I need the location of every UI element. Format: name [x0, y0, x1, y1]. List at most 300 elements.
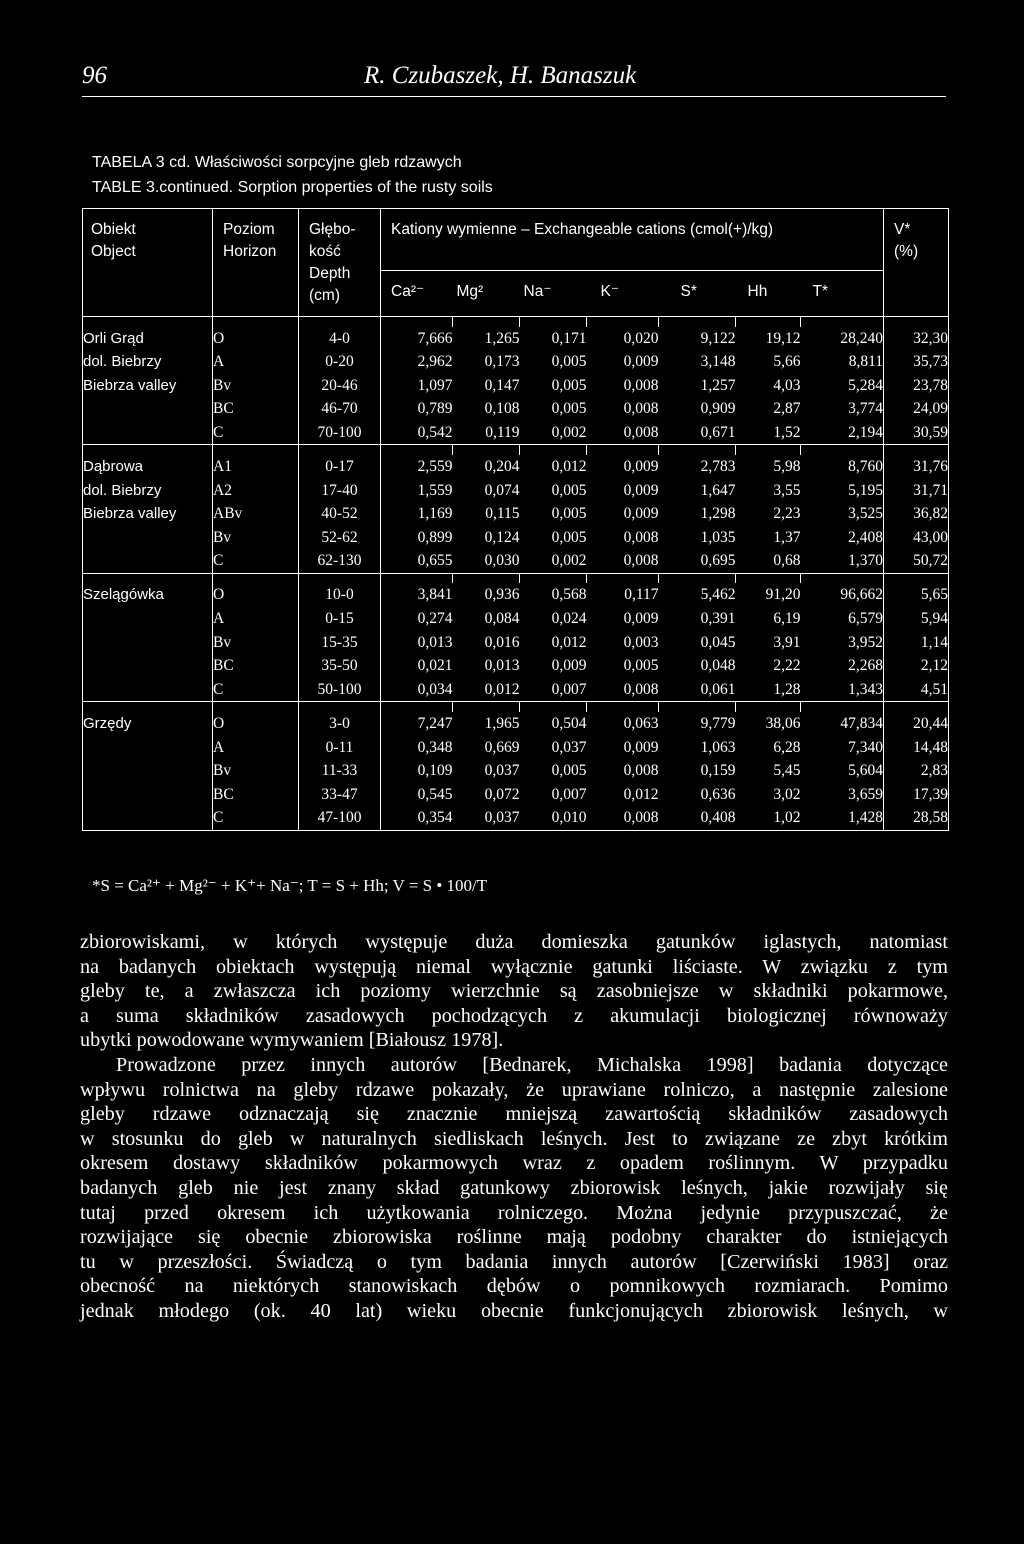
caption-polish: TABELA 3 cd. Właściwości sorpcyjne gleb rdzawych [92, 154, 462, 171]
table-row [83, 759, 949, 783]
value-cell: 0,012 [551, 633, 587, 651]
v-percent-cell: 14,48 [884, 736, 949, 760]
value-cell: 0,013 [381, 631, 453, 655]
horizon-cell: BC [213, 397, 299, 421]
object-name-cell: Biebrza valley [83, 376, 177, 394]
value-cell: 0,012 [453, 678, 520, 702]
value-cell: 0,037 [453, 806, 520, 830]
object-name-cell [83, 736, 213, 760]
value-cell: 1,02 [736, 806, 801, 830]
value-cell: 5,195 [848, 481, 883, 499]
v-percent-cell: 20,44 [884, 712, 949, 736]
value-cell: 0,568 [551, 586, 587, 604]
table-row [83, 502, 949, 526]
value-cell: 1,37 [773, 528, 801, 546]
body-line: okresem dostawy składników pokarmowych wraz z opadem roślinnym. W przypadku [80, 1152, 948, 1175]
object-name-cell [83, 783, 213, 807]
value-cell: 47,834 [840, 714, 883, 732]
value-cell: 1,063 [700, 738, 736, 756]
value-cell: 0,008 [623, 762, 659, 780]
value-cell: 1,647 [700, 481, 736, 499]
spacer-cell [520, 573, 587, 583]
table-row [83, 526, 949, 550]
object-name-cell: dol. Biebrzy [83, 481, 162, 499]
value-cell: 0,016 [484, 633, 520, 651]
table-row [83, 397, 949, 421]
value-cell: 3,774 [848, 400, 883, 418]
body-line: tutaj przed okresem ich użytkowania rolniczego. Można jedynie przypuszczać, że [80, 1201, 948, 1224]
value-cell: 5,284 [848, 376, 883, 394]
value-cell: 0,671 [659, 421, 736, 445]
value-cell: 0,063 [623, 714, 659, 732]
spacer-cell [587, 702, 659, 712]
table-caption [92, 150, 493, 200]
horizon-cell: BC [213, 654, 299, 678]
value-cell: 0,008 [587, 421, 659, 445]
horizon-cell: O [213, 712, 299, 736]
spacer-cell [381, 445, 453, 455]
table-row [83, 421, 949, 445]
value-cell: 0,009 [551, 657, 587, 675]
value-cell: 2,22 [773, 657, 801, 675]
header-exchangeable-cations: Kationy wymienne – Exchangeable cations (cmol(+)/kg) [381, 209, 884, 271]
value-cell: 0,005 [623, 657, 659, 675]
spacer-cell [299, 702, 381, 712]
value-cell: 0,108 [484, 400, 520, 418]
depth-cell: 70-100 [299, 421, 381, 445]
spacer-cell [736, 702, 801, 712]
spacer-cell [659, 573, 736, 583]
group-spacer [83, 573, 949, 583]
horizon-cell: Bv [213, 759, 299, 783]
body-line: jednak młodego (ok. 40 lat) wieku obecnie funkcjonujących zbiorowisk leśnych, w [80, 1299, 948, 1322]
spacer-cell [381, 702, 453, 712]
value-cell: 0,003 [623, 633, 659, 651]
value-cell: 1,298 [700, 505, 736, 523]
object-name-cell: dol. Biebrzy [83, 353, 162, 371]
depth-cell: 17-40 [299, 479, 381, 503]
value-cell: 5,45 [773, 762, 801, 780]
value-cell: 2,783 [700, 457, 736, 475]
table-row [83, 374, 949, 398]
spacer-cell [884, 573, 949, 583]
v-percent-cell: 31,76 [884, 455, 949, 479]
value-cell: 0,008 [623, 528, 659, 546]
header-mg: Mg² [453, 271, 520, 317]
spacer-cell [299, 317, 381, 327]
value-cell: 3,952 [848, 633, 883, 651]
value-cell: 0,542 [381, 421, 453, 445]
table-row [83, 583, 949, 607]
object-name-cell [83, 421, 213, 445]
body-line: gleby te, a zwłaszcza ich poziomy wierzchnie są zasobniejsze w składniki pokarmowe, [80, 980, 948, 1003]
v-percent-cell: 35,73 [884, 350, 949, 374]
spacer-cell [520, 445, 587, 455]
value-cell: 0,009 [623, 610, 659, 628]
value-cell: 0,007 [551, 785, 587, 803]
v-percent-cell: 50,72 [884, 549, 949, 573]
value-cell: 2,87 [773, 400, 801, 418]
value-cell: 0,084 [484, 610, 520, 628]
value-cell: 0,68 [736, 549, 801, 573]
table-row [83, 607, 949, 631]
spacer-cell [801, 702, 884, 712]
page-number: 96 [82, 62, 107, 89]
value-cell: 3,659 [848, 785, 883, 803]
object-name-cell [83, 806, 213, 830]
spacer-cell [659, 317, 736, 327]
table-row [83, 783, 949, 807]
value-cell: 0,010 [520, 806, 587, 830]
value-cell: 0,115 [485, 505, 520, 523]
body-line: na badanych obiektach występują niemal wyłącznie gatunki liściaste. W związku z tym [80, 955, 948, 978]
header-v: V* (%) [884, 209, 949, 317]
v-percent-cell: 36,82 [884, 502, 949, 526]
spacer-cell [659, 702, 736, 712]
value-cell: 0,012 [623, 785, 659, 803]
v-percent-cell: 43,00 [884, 526, 949, 550]
value-cell: 0,695 [659, 549, 736, 573]
horizon-cell: C [213, 678, 299, 702]
value-cell: 0,045 [700, 633, 736, 651]
object-name-cell: Dąbrowa [83, 457, 144, 475]
value-cell: 0,005 [551, 400, 587, 418]
value-cell: 0,119 [453, 421, 520, 445]
spacer-cell [520, 702, 587, 712]
value-cell: 2,194 [801, 421, 884, 445]
value-cell: 8,811 [848, 353, 883, 371]
depth-cell: 35-50 [299, 654, 381, 678]
spacer-cell [83, 702, 213, 712]
object-name-cell [83, 678, 213, 702]
spacer-cell [381, 317, 453, 327]
v-percent-cell: 2,83 [884, 759, 949, 783]
value-cell: 3,55 [773, 481, 801, 499]
value-cell: 5,66 [773, 353, 801, 371]
value-cell: 1,097 [381, 374, 453, 398]
value-cell: 0,002 [520, 549, 587, 573]
v-percent-cell: 28,58 [884, 806, 949, 830]
value-cell: 0,005 [551, 353, 587, 371]
value-cell: 0,024 [551, 610, 587, 628]
horizon-cell: A [213, 350, 299, 374]
body-line: zbiorowiskami, w których występuje duża domieszka gatunków iglastych, natomiast [80, 931, 948, 953]
spacer-cell [83, 445, 213, 455]
body-line: a suma składników zasadowych pochodzących z akumulacji biologicznej równoważy [80, 1004, 948, 1027]
horizon-cell: Bv [213, 631, 299, 655]
spacer-cell [381, 573, 453, 583]
value-cell: 0,008 [587, 549, 659, 573]
value-cell: 3,02 [773, 785, 801, 803]
value-cell: 4,03 [773, 376, 801, 394]
value-cell: 0,005 [551, 505, 587, 523]
value-cell: 2,268 [848, 657, 883, 675]
spacer-cell [453, 445, 520, 455]
value-cell: 0,636 [700, 785, 736, 803]
object-name-cell [83, 526, 213, 550]
value-cell: 1,370 [801, 549, 884, 573]
body-line: wpływu rolnictwa na gleby rdzawe pokazały, że uprawiane rolniczo, a następnie zalesione [80, 1078, 948, 1101]
v-percent-cell: 30,59 [884, 421, 949, 445]
horizon-cell: A2 [213, 479, 299, 503]
v-percent-cell: 2,12 [884, 654, 949, 678]
spacer-cell [213, 317, 299, 327]
depth-cell: 47-100 [299, 806, 381, 830]
value-cell: 0,274 [381, 607, 453, 631]
value-cell: 0,936 [484, 586, 520, 604]
table-row [83, 455, 949, 479]
horizon-cell: O [213, 583, 299, 607]
depth-cell: 11-33 [299, 759, 381, 783]
value-cell: 1,965 [484, 714, 520, 732]
depth-cell: 15-35 [299, 631, 381, 655]
value-cell: 6,19 [773, 610, 801, 628]
value-cell: 3,148 [700, 353, 736, 371]
header-s: S* [659, 271, 736, 317]
v-percent-cell: 5,94 [884, 607, 949, 631]
spacer-cell [659, 445, 736, 455]
header-k: K⁻ [587, 271, 659, 317]
value-cell: 0,002 [520, 421, 587, 445]
table-row [83, 631, 949, 655]
value-cell: 0,048 [700, 657, 736, 675]
group-spacer [83, 317, 949, 327]
header-object: Obiekt Object [83, 209, 213, 317]
horizon-cell: C [213, 421, 299, 445]
v-percent-cell: 31,71 [884, 479, 949, 503]
value-cell: 0,034 [381, 678, 453, 702]
horizon-cell: C [213, 549, 299, 573]
table-row [83, 327, 949, 351]
value-cell: 0,171 [551, 329, 587, 347]
depth-cell: 0-20 [299, 350, 381, 374]
table-row [83, 736, 949, 760]
group-spacer [83, 702, 949, 712]
table-row [83, 479, 949, 503]
value-cell: 0,655 [381, 549, 453, 573]
value-cell: 0,074 [484, 481, 520, 499]
table-row [83, 806, 949, 830]
depth-cell: 20-46 [299, 374, 381, 398]
value-cell: 38,06 [765, 714, 801, 732]
value-cell: 1,035 [700, 528, 736, 546]
spacer-cell [884, 702, 949, 712]
horizon-cell: BC [213, 783, 299, 807]
value-cell: 0,204 [484, 457, 520, 475]
caption-english: TABLE 3.continued. Sorption properties of the rusty soils [92, 179, 493, 196]
value-cell: 0,005 [551, 528, 587, 546]
value-cell: 3,841 [381, 583, 453, 607]
spacer-cell [587, 317, 659, 327]
body-line: badanych gleb nie jest znany skład gatunkowy zbiorowisk leśnych, jakie rozwijały się [80, 1176, 948, 1199]
spacer-cell [884, 445, 949, 455]
value-cell: 0,669 [484, 738, 520, 756]
object-name-cell [83, 607, 213, 631]
value-cell: 0,008 [623, 400, 659, 418]
value-cell: 28,240 [840, 329, 883, 347]
value-cell: 0,117 [624, 586, 659, 604]
value-cell: 5,462 [700, 586, 736, 604]
spacer-cell [299, 573, 381, 583]
spacer-cell [453, 573, 520, 583]
value-cell: 1,28 [736, 678, 801, 702]
spacer-cell [299, 445, 381, 455]
header-depth: Głębo- kość Depth (cm) [299, 209, 381, 317]
body-line: gleby rdzawe odznaczają się znacznie mniejszą zawartością składników zasadowych [80, 1103, 948, 1126]
value-cell: 7,247 [381, 712, 453, 736]
value-cell: 2,559 [381, 455, 453, 479]
header-t: T* [801, 271, 884, 317]
horizon-cell: Bv [213, 526, 299, 550]
value-cell: 0,159 [700, 762, 736, 780]
running-header [82, 62, 946, 97]
value-cell: 0,899 [381, 526, 453, 550]
table-body [83, 317, 949, 831]
v-percent-cell: 32,30 [884, 327, 949, 351]
running-title: R. Czubaszek, H. Banaszuk [364, 62, 637, 89]
value-cell: 2,23 [773, 505, 801, 523]
value-cell: 2,408 [848, 528, 883, 546]
horizon-cell: A1 [213, 455, 299, 479]
table-row [83, 712, 949, 736]
value-cell: 9,779 [700, 714, 736, 732]
value-cell: 0,005 [551, 481, 587, 499]
depth-cell: 0-15 [299, 607, 381, 631]
spacer-cell [801, 445, 884, 455]
v-percent-cell: 4,51 [884, 678, 949, 702]
body-line: rozwijające się obecnie zbiorowiska roślinne mają podobny charakter do istniejących [80, 1226, 948, 1249]
depth-cell: 62-130 [299, 549, 381, 573]
horizon-cell: Bv [213, 374, 299, 398]
value-cell: 0,013 [484, 657, 520, 675]
horizon-cell: A [213, 736, 299, 760]
body-line: w stosunku do gleb w naturalnych siedliskach leśnych. Jest to związane ze zbyt krótkim [80, 1127, 948, 1150]
value-cell: 0,061 [659, 678, 736, 702]
value-cell: 5,98 [773, 457, 801, 475]
value-cell: 0,545 [381, 783, 453, 807]
object-name-cell: Grzędy [83, 714, 132, 732]
value-cell: 8,760 [848, 457, 883, 475]
header-ca: Ca²⁻ [381, 271, 453, 317]
header-hh: Hh [736, 271, 801, 317]
value-cell: 1,257 [700, 376, 736, 394]
value-cell: 9,122 [700, 329, 736, 347]
spacer-cell [736, 445, 801, 455]
header-na: Na⁻ [520, 271, 587, 317]
body-line: tu w przeszłości. Świadczą o tym badania innych autorów [Czerwiński 1983] oraz [80, 1250, 948, 1273]
table-footnote: *S = Ca²⁺ + Mg²⁻ + K⁺+ Na⁻; T = S + Hh; V = S • 100/T [92, 876, 488, 895]
depth-cell: 4-0 [299, 327, 381, 351]
depth-cell: 46-70 [299, 397, 381, 421]
depth-cell: 0-17 [299, 455, 381, 479]
value-cell: 0,009 [623, 457, 659, 475]
value-cell: 0,408 [659, 806, 736, 830]
depth-cell: 40-52 [299, 502, 381, 526]
value-cell: 96,662 [840, 586, 883, 604]
value-cell: 0,789 [381, 397, 453, 421]
value-cell: 0,072 [484, 785, 520, 803]
value-cell: 3,91 [773, 633, 801, 651]
value-cell: 1,265 [484, 329, 520, 347]
spacer-cell [801, 317, 884, 327]
value-cell: 0,009 [623, 738, 659, 756]
value-cell: 0,008 [587, 678, 659, 702]
value-cell: 0,037 [484, 762, 520, 780]
v-percent-cell: 17,39 [884, 783, 949, 807]
body-line: obecność na niektórych stanowiskach dębów o pomnikowych rozmiarach. Pomimo [80, 1275, 948, 1298]
depth-cell: 33-47 [299, 783, 381, 807]
spacer-cell [83, 573, 213, 583]
table-row [83, 678, 949, 702]
value-cell: 19,12 [765, 329, 801, 347]
value-cell: 0,147 [484, 376, 520, 394]
spacer-cell [520, 317, 587, 327]
sorption-table [82, 208, 949, 831]
spacer-cell [453, 702, 520, 712]
depth-cell: 10-0 [299, 583, 381, 607]
value-cell: 0,030 [453, 549, 520, 573]
value-cell: 0,005 [551, 376, 587, 394]
table-row [83, 549, 949, 573]
value-cell: 7,666 [381, 327, 453, 351]
value-cell: 0,391 [700, 610, 736, 628]
horizon-cell: O [213, 327, 299, 351]
spacer-cell [736, 573, 801, 583]
value-cell: 0,173 [484, 353, 520, 371]
v-percent-cell: 5,65 [884, 583, 949, 607]
depth-cell: 0-11 [299, 736, 381, 760]
spacer-cell [884, 317, 949, 327]
spacer-cell [587, 573, 659, 583]
horizon-cell: ABv [213, 502, 299, 526]
body-line: ubytki powodowane wymywaniem [Białousz 1978]. [80, 1029, 504, 1052]
spacer-cell [801, 573, 884, 583]
value-cell: 0,009 [623, 353, 659, 371]
value-cell: 5,604 [848, 762, 883, 780]
value-cell: 1,559 [381, 479, 453, 503]
value-cell: 0,504 [551, 714, 587, 732]
value-cell: 0,909 [700, 400, 736, 418]
object-name-cell [83, 631, 213, 655]
value-cell: 0,008 [587, 806, 659, 830]
body-text [80, 930, 948, 1324]
value-cell: 2,962 [381, 350, 453, 374]
value-cell: 0,009 [623, 481, 659, 499]
spacer-cell [213, 445, 299, 455]
value-cell: 0,354 [381, 806, 453, 830]
horizon-cell: C [213, 806, 299, 830]
value-cell: 1,169 [381, 502, 453, 526]
v-percent-cell: 23,78 [884, 374, 949, 398]
spacer-cell [736, 317, 801, 327]
spacer-cell [213, 573, 299, 583]
depth-cell: 52-62 [299, 526, 381, 550]
object-name-cell [83, 654, 213, 678]
horizon-cell: A [213, 607, 299, 631]
spacer-cell [213, 702, 299, 712]
header-horizon: Poziom Horizon [213, 209, 299, 317]
object-name-cell: Szelągówka [83, 586, 164, 604]
object-name-cell: Biebrza valley [83, 505, 177, 523]
value-cell: 1,343 [801, 678, 884, 702]
depth-cell: 50-100 [299, 678, 381, 702]
object-name-cell [83, 397, 213, 421]
value-cell: 0,037 [551, 738, 587, 756]
depth-cell: 3-0 [299, 712, 381, 736]
spacer-cell [83, 317, 213, 327]
object-name-cell: Orli Grąd [83, 329, 144, 347]
object-name-cell [83, 759, 213, 783]
